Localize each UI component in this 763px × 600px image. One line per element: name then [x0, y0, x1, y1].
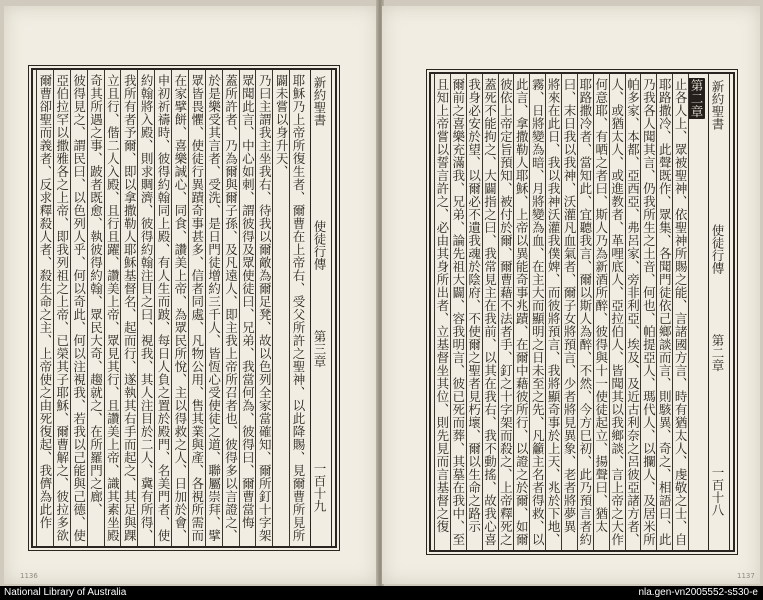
library-name: National Library of Australia — [4, 587, 127, 598]
text-column — [672, 74, 689, 550]
column-text: 止各人上、眾被聖神、依聖神所賜之能、言諸國方言、時有猶太人、虔敬之士、自 — [673, 78, 689, 546]
text-column — [120, 70, 138, 546]
column-text: 且知上帝嘗以誓言許之、必由其身所出者、立基督坐其位、則先見而言基督之復 — [434, 78, 450, 533]
chapter-marker: 第二章 — [689, 79, 704, 118]
column-text: 帕多家、本都、亞西亞、弗呂家、旁非利亞、埃及、及近古利奈之呂彼亞諸方者、 — [625, 78, 641, 546]
column-text: 爾前之喜樂充滿我、兄弟、論先祖大闢、容我明言、彼已死而葬、其墓在我中、至 — [450, 78, 466, 546]
column-text: 亞伯拉罕以撒雅各之上帝、即我列祖之上帝、已榮其子耶穌、爾曹解之、彼拉多欲 — [54, 74, 70, 542]
left-pencil-mark: 1136 — [20, 572, 38, 580]
right-chapter-label: 第二章 — [710, 334, 725, 372]
text-column — [656, 74, 673, 550]
column-text: 乃曰主謂我主坐我右、待我以爾敵為爾足凳、故以色列全家當確知、爾所釘十字架 — [257, 74, 273, 542]
right-banner — [708, 74, 730, 550]
column-text: 彼得見之、謂民曰、以色列人乎、何以奇此、何以注視我、若我以己能與己德、使 — [71, 74, 87, 542]
text-column — [593, 74, 610, 550]
text-column — [205, 70, 223, 546]
text-column — [171, 70, 189, 546]
column-text: 奇其所遇之事、跛者既愈、執彼得約翰、眾民大奇、趨就之、在所羅門之廊、 — [88, 74, 104, 516]
text-column — [289, 70, 307, 546]
text-column — [239, 70, 257, 546]
column-text: 我所有者予爾、即以拿撒勒人耶穌基督名、起而行、遂執其右手而起之、其足與踝 — [122, 74, 138, 542]
left-banner — [310, 70, 332, 546]
column-text: 眾聞此言、中心如刺、謂彼得及眾使徒曰、兄弟、我當何為、彼得曰、爾曹當悔 — [240, 74, 256, 529]
text-column — [434, 74, 451, 550]
column-text: 將來在此日、我以我神沃灌我僕婢、而彼將預言、我將顯奇事於上天、兆於下地、 — [546, 78, 562, 546]
text-column — [53, 70, 71, 546]
column-text: 耶穌乃上帝所復生者、爾曹在上帝右、受父所許之聖神、以此降賜、見爾曹所見所 — [291, 74, 306, 542]
library-footer-bar — [0, 586, 763, 600]
text-column — [154, 70, 172, 546]
column-text: 眾皆畏懼、使徒行異蹟奇事甚多、信者同處、凡物公用、售其業與產、各視所需而 — [189, 74, 205, 542]
text-column — [577, 74, 594, 550]
text-column — [87, 70, 105, 546]
text-column — [640, 74, 657, 550]
text-column — [561, 74, 578, 550]
text-column — [482, 74, 499, 550]
column-text: 人、或猶太人、或進教者、革哩底人、亞拉伯人、皆聞其以我鄉談、言上帝之大作 — [609, 78, 625, 546]
left-folio: 一百十九 — [312, 462, 327, 512]
column-text: 此言、拿撒勒人耶穌、上帝以異能奇事兆蹟、在爾中藉彼所行、以證之於爾、如爾 — [514, 78, 530, 546]
text-column — [137, 70, 155, 546]
left-chapter-label: 第三章 — [312, 330, 327, 368]
column-text: 蓋所許者、乃為爾與爾子孫、及凡遠人、即主我上帝所召者也、彼得多以言證之、 — [223, 74, 239, 542]
image-identifier: nla.gen-vn2005552-s530-e — [638, 587, 758, 598]
text-column — [450, 74, 467, 550]
text-column — [272, 70, 290, 546]
column-text: 霧、日將變為暗、月將變為血、在主大而顯明之日未至之先、凡籲主名者得救、以 — [530, 78, 546, 546]
column-text: 闢未嘗以身升天、 — [274, 74, 290, 178]
left-text-frame — [31, 68, 337, 548]
column-text: 爾曹卻聖而義者、反求釋殺人者、殺生命之主、上帝使之由死復起、我儕為此作 — [37, 74, 53, 529]
text-column — [222, 70, 240, 546]
column-text: 在家擘餅、喜樂誠心、同食、讚美上帝、為眾民所悅、主以得救之人、日加於會、 — [172, 74, 188, 542]
text-column — [466, 74, 483, 550]
text-column — [188, 70, 206, 546]
column-text: 耶路撒冷者、當知此、宜聽我言、爾以斯人為醉、不然、今方巳初、此乃預言者約 — [577, 78, 593, 546]
left-section-title: 使徒行傳 — [312, 220, 327, 270]
text-column — [625, 74, 642, 550]
column-text: 曰、末日我以我神、沃灌凡血氣者、爾子女將預言、少者將見異象、老者將夢異 — [561, 78, 577, 533]
right-text-frame — [429, 72, 735, 552]
left-book-title: 新約聖書 — [312, 76, 327, 126]
text-column — [545, 74, 562, 550]
text-column — [104, 70, 122, 546]
text-column — [529, 74, 546, 550]
column-text: 申初祈禱時、彼得約翰同上殿、有人生而跛、每日人負之置於殿門、名美門者、使 — [156, 74, 171, 542]
text-column — [255, 70, 273, 546]
right-folio: 一百十八 — [710, 466, 725, 516]
right-section-title: 使徒行傳 — [710, 224, 725, 274]
text-column — [609, 74, 626, 550]
column-text: 蓋死不能拘之、大闢指之曰、我常見主在我前、以其在我右、我不動搖、故我心喜 — [482, 78, 498, 546]
column-text: 耶路撒冷、此聲既作、眾集、各聞門徒依己鄉談而言、則駭異、奇之、相語曰、此 — [657, 78, 673, 546]
column-text: 彼依上帝定旨預知、被付於爾、爾曹藉不法者手、釘之十字架而殺之、上帝釋死之 — [498, 78, 514, 546]
text-column — [36, 70, 54, 546]
right-pencil-mark: 1137 — [737, 572, 755, 580]
column-text: 約翰將入殿、則求賙濟、彼得約翰注目之曰、視我、其人注目於二人、冀有所得、 — [139, 74, 155, 542]
text-column — [498, 74, 515, 550]
column-text: 我身必安於望、以爾必不遺我魂於陰府、不使爾之聖者見朽壞、爾以生命之路示 — [466, 78, 482, 533]
column-text: 乃我各人聞其言、仍我所生之土音、何也、帕提亞人、瑪代人、以攔人、及居米所 — [641, 78, 657, 546]
column-text: 何意耶、有哂之者曰、斯人乃為新酒所醉、彼得與十一使徒起立、揚聲曰、猶太 — [593, 78, 609, 533]
column-text: 立且行、偕二人入殿、且行且躍、讚美上帝、眾見其行、且讚美上帝、識其素坐殿 — [105, 74, 121, 542]
right-book-title: 新約聖書 — [710, 80, 725, 130]
text-column — [513, 74, 530, 550]
text-column — [70, 70, 88, 546]
text-column — [688, 74, 705, 550]
column-text: 於是樂受其言者、受洗、是日門徒增約三千人、皆恆心受使徒之道、聯屬崇拜、擘 — [206, 74, 222, 542]
